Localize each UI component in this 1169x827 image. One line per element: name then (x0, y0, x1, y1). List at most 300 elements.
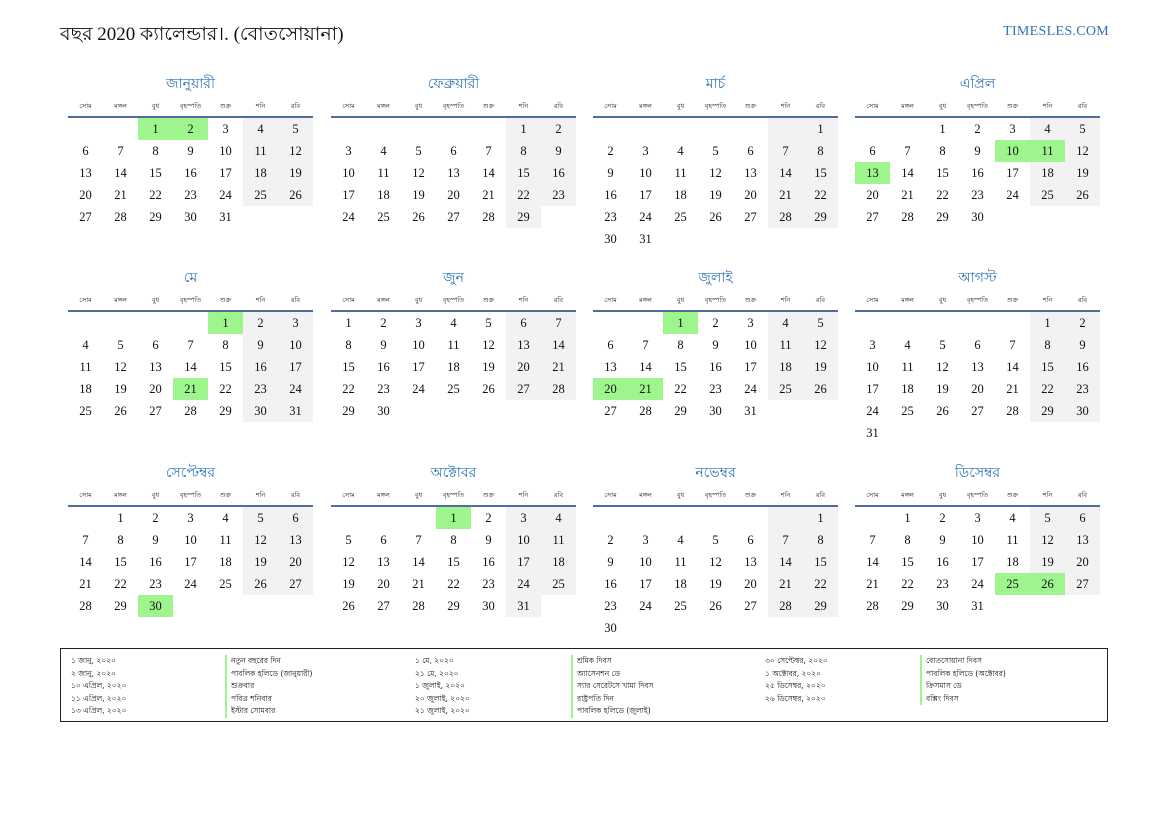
day-cell[interactable]: 11 (768, 334, 803, 356)
day-cell[interactable]: 27 (604, 404, 617, 418)
day-cell[interactable]: 5 (803, 312, 838, 334)
day-cell[interactable]: 11 (243, 140, 278, 162)
day-cell[interactable]: 1 (803, 118, 838, 140)
day-cell[interactable]: 12 (803, 334, 838, 356)
day-cell[interactable]: 10 (639, 555, 652, 569)
day-cell[interactable]: 15 (342, 360, 355, 374)
day-cell[interactable]: 24 (744, 382, 757, 396)
day-cell[interactable]: 16 (604, 577, 617, 591)
day-cell[interactable]: 18 (377, 188, 390, 202)
day-cell[interactable]: 16 (184, 166, 197, 180)
day-cell[interactable]: 19 (1030, 551, 1065, 573)
day-cell[interactable]: 6 (82, 144, 89, 158)
day-cell[interactable]: 2 (939, 511, 946, 525)
day-cell[interactable]: 28 (79, 599, 92, 613)
day-cell[interactable]: 7 (415, 533, 422, 547)
day-cell[interactable]: 23 (482, 577, 495, 591)
day-cell[interactable]: 4 (541, 507, 576, 529)
day-cell[interactable]: 1 (663, 312, 698, 334)
day-cell[interactable]: 27 (971, 404, 984, 418)
day-cell[interactable]: 31 (866, 426, 879, 440)
day-cell[interactable]: 1 (939, 122, 946, 136)
day-cell[interactable]: 31 (219, 210, 232, 224)
day-cell[interactable]: 13 (971, 360, 984, 374)
day-cell[interactable]: 19 (803, 356, 838, 378)
day-cell[interactable]: 7 (768, 529, 803, 551)
day-cell[interactable]: 25 (1030, 184, 1065, 206)
day-cell[interactable]: 8 (803, 529, 838, 551)
day-cell[interactable]: 25 (243, 184, 278, 206)
day-cell[interactable]: 18 (768, 356, 803, 378)
day-cell[interactable]: 11 (1030, 140, 1065, 162)
day-cell[interactable]: 16 (541, 162, 576, 184)
day-cell[interactable]: 2 (173, 118, 208, 140)
day-cell[interactable]: 3 (506, 507, 541, 529)
day-cell[interactable]: 8 (345, 338, 352, 352)
day-cell[interactable]: 22 (149, 188, 162, 202)
day-cell[interactable]: 17 (219, 166, 232, 180)
day-cell[interactable]: 26 (342, 599, 355, 613)
day-cell[interactable]: 18 (219, 555, 232, 569)
day-cell[interactable]: 1 (904, 511, 911, 525)
day-cell[interactable]: 16 (971, 166, 984, 180)
day-cell[interactable]: 22 (219, 382, 232, 396)
day-cell[interactable]: 17 (1006, 166, 1019, 180)
day-cell[interactable]: 23 (377, 382, 390, 396)
day-cell[interactable]: 22 (1030, 378, 1065, 400)
day-cell[interactable]: 18 (79, 382, 92, 396)
day-cell[interactable]: 21 (768, 573, 803, 595)
day-cell[interactable]: 16 (709, 360, 722, 374)
day-cell[interactable]: 5 (712, 533, 719, 547)
day-cell[interactable]: 17 (342, 188, 355, 202)
day-cell[interactable]: 22 (447, 577, 460, 591)
day-cell[interactable]: 21 (866, 577, 879, 591)
day-cell[interactable]: 20 (1065, 551, 1100, 573)
day-cell[interactable]: 20 (593, 378, 628, 400)
day-cell[interactable]: 21 (768, 184, 803, 206)
day-cell[interactable]: 10 (184, 533, 197, 547)
day-cell[interactable]: 18 (1006, 555, 1019, 569)
day-cell[interactable]: 19 (114, 382, 127, 396)
day-cell[interactable]: 25 (219, 577, 232, 591)
day-cell[interactable]: 17 (184, 555, 197, 569)
day-cell[interactable]: 8 (677, 338, 684, 352)
day-cell[interactable]: 20 (866, 188, 879, 202)
day-cell[interactable]: 5 (1065, 118, 1100, 140)
day-cell[interactable]: 17 (412, 360, 425, 374)
day-cell[interactable]: 18 (541, 551, 576, 573)
day-cell[interactable]: 21 (79, 577, 92, 591)
day-cell[interactable]: 4 (243, 118, 278, 140)
day-cell[interactable]: 2 (974, 122, 981, 136)
day-cell[interactable]: 1 (803, 507, 838, 529)
day-cell[interactable]: 18 (1030, 162, 1065, 184)
day-cell[interactable]: 5 (278, 118, 313, 140)
day-cell[interactable]: 25 (674, 210, 687, 224)
day-cell[interactable]: 23 (971, 188, 984, 202)
day-cell[interactable]: 24 (866, 404, 879, 418)
day-cell[interactable]: 1 (117, 511, 124, 525)
day-cell[interactable]: 15 (149, 166, 162, 180)
day-cell[interactable]: 21 (412, 577, 425, 591)
day-cell[interactable]: 26 (412, 210, 425, 224)
day-cell[interactable]: 26 (1065, 184, 1100, 206)
day-cell[interactable]: 3 (187, 511, 194, 525)
day-cell[interactable]: 10 (639, 166, 652, 180)
day-cell[interactable]: 22 (936, 188, 949, 202)
day-cell[interactable]: 22 (803, 573, 838, 595)
day-cell[interactable]: 7 (82, 533, 89, 547)
day-cell[interactable]: 25 (79, 404, 92, 418)
day-cell[interactable]: 30 (243, 400, 278, 422)
day-cell[interactable]: 27 (278, 573, 313, 595)
day-cell[interactable]: 12 (114, 360, 127, 374)
day-cell[interactable]: 7 (642, 338, 649, 352)
day-cell[interactable]: 8 (1030, 334, 1065, 356)
day-cell[interactable]: 12 (482, 338, 495, 352)
day-cell[interactable]: 22 (114, 577, 127, 591)
day-cell[interactable]: 3 (1009, 122, 1016, 136)
day-cell[interactable]: 29 (114, 599, 127, 613)
day-cell[interactable]: 23 (604, 210, 617, 224)
day-cell[interactable]: 25 (377, 210, 390, 224)
day-cell[interactable]: 24 (342, 210, 355, 224)
day-cell[interactable]: 28 (114, 210, 127, 224)
day-cell[interactable]: 10 (506, 529, 541, 551)
day-cell[interactable]: 21 (1006, 382, 1019, 396)
day-cell[interactable]: 8 (450, 533, 457, 547)
day-cell[interactable]: 13 (1065, 529, 1100, 551)
day-cell[interactable]: 2 (243, 312, 278, 334)
day-cell[interactable]: 5 (243, 507, 278, 529)
day-cell[interactable]: 29 (219, 404, 232, 418)
day-cell[interactable]: 21 (901, 188, 914, 202)
day-cell[interactable]: 6 (747, 533, 754, 547)
day-cell[interactable]: 27 (377, 599, 390, 613)
day-cell[interactable]: 31 (744, 404, 757, 418)
day-cell[interactable]: 12 (709, 555, 722, 569)
day-cell[interactable]: 8 (222, 338, 229, 352)
day-cell[interactable]: 11 (447, 338, 460, 352)
day-cell[interactable]: 5 (712, 144, 719, 158)
day-cell[interactable]: 9 (1065, 334, 1100, 356)
day-cell[interactable]: 13 (447, 166, 460, 180)
day-cell[interactable]: 25 (768, 378, 803, 400)
day-cell[interactable]: 18 (901, 382, 914, 396)
day-cell[interactable]: 20 (971, 382, 984, 396)
day-cell[interactable]: 4 (450, 316, 457, 330)
day-cell[interactable]: 6 (506, 312, 541, 334)
day-cell[interactable]: 4 (82, 338, 89, 352)
day-cell[interactable]: 26 (1030, 573, 1065, 595)
day-cell[interactable]: 28 (901, 210, 914, 224)
day-cell[interactable]: 1 (436, 507, 471, 529)
day-cell[interactable]: 7 (869, 533, 876, 547)
day-cell[interactable]: 14 (184, 360, 197, 374)
day-cell[interactable]: 15 (674, 360, 687, 374)
day-cell[interactable]: 18 (447, 360, 460, 374)
day-cell[interactable]: 5 (117, 338, 124, 352)
day-cell[interactable]: 27 (149, 404, 162, 418)
day-cell[interactable]: 25 (674, 599, 687, 613)
day-cell[interactable]: 1 (506, 118, 541, 140)
day-cell[interactable]: 27 (506, 378, 541, 400)
day-cell[interactable]: 3 (642, 144, 649, 158)
day-cell[interactable]: 24 (506, 573, 541, 595)
day-cell[interactable]: 2 (152, 511, 159, 525)
day-cell[interactable]: 11 (674, 555, 687, 569)
day-cell[interactable]: 4 (677, 144, 684, 158)
day-cell[interactable]: 20 (744, 577, 757, 591)
day-cell[interactable]: 15 (219, 360, 232, 374)
day-cell[interactable]: 15 (803, 162, 838, 184)
day-cell[interactable]: 14 (412, 555, 425, 569)
day-cell[interactable]: 23 (936, 577, 949, 591)
day-cell[interactable]: 29 (901, 599, 914, 613)
day-cell[interactable]: 20 (744, 188, 757, 202)
day-cell[interactable]: 7 (1009, 338, 1016, 352)
day-cell[interactable]: 14 (639, 360, 652, 374)
day-cell[interactable]: 13 (855, 162, 890, 184)
day-cell[interactable]: 17 (971, 555, 984, 569)
day-cell[interactable]: 28 (768, 595, 803, 617)
day-cell[interactable]: 5 (415, 144, 422, 158)
day-cell[interactable]: 8 (152, 144, 159, 158)
day-cell[interactable]: 16 (149, 555, 162, 569)
day-cell[interactable]: 25 (901, 404, 914, 418)
day-cell[interactable]: 11 (901, 360, 914, 374)
day-cell[interactable]: 2 (541, 118, 576, 140)
day-cell[interactable]: 26 (482, 382, 495, 396)
day-cell[interactable]: 9 (152, 533, 159, 547)
day-cell[interactable]: 30 (482, 599, 495, 613)
day-cell[interactable]: 14 (541, 334, 576, 356)
day-cell[interactable]: 15 (936, 166, 949, 180)
day-cell[interactable]: 13 (506, 334, 541, 356)
day-cell[interactable]: 23 (604, 599, 617, 613)
day-cell[interactable]: 11 (219, 533, 232, 547)
day-cell[interactable]: 12 (936, 360, 949, 374)
day-cell[interactable]: 14 (866, 555, 879, 569)
day-cell[interactable]: 17 (639, 188, 652, 202)
day-cell[interactable]: 7 (117, 144, 124, 158)
day-cell[interactable]: 20 (506, 356, 541, 378)
day-cell[interactable]: 29 (447, 599, 460, 613)
day-cell[interactable]: 4 (768, 312, 803, 334)
day-cell[interactable]: 29 (803, 206, 838, 228)
day-cell[interactable]: 9 (243, 334, 278, 356)
day-cell[interactable]: 13 (377, 555, 390, 569)
day-cell[interactable]: 24 (219, 188, 232, 202)
day-cell[interactable]: 10 (278, 334, 313, 356)
day-cell[interactable]: 28 (482, 210, 495, 224)
day-cell[interactable]: 9 (380, 338, 387, 352)
day-cell[interactable]: 27 (447, 210, 460, 224)
day-cell[interactable]: 27 (79, 210, 92, 224)
day-cell[interactable]: 24 (639, 210, 652, 224)
brand-link[interactable]: TIMESLES.COM (1003, 24, 1109, 39)
day-cell[interactable]: 18 (674, 188, 687, 202)
day-cell[interactable]: 31 (639, 232, 652, 246)
day-cell[interactable]: 9 (607, 555, 614, 569)
day-cell[interactable]: 22 (901, 577, 914, 591)
day-cell[interactable]: 12 (342, 555, 355, 569)
day-cell[interactable]: 12 (1030, 529, 1065, 551)
day-cell[interactable]: 14 (482, 166, 495, 180)
day-cell[interactable]: 17 (639, 577, 652, 591)
day-cell[interactable]: 26 (114, 404, 127, 418)
day-cell[interactable]: 27 (744, 210, 757, 224)
day-cell[interactable]: 13 (744, 555, 757, 569)
day-cell[interactable]: 8 (117, 533, 124, 547)
day-cell[interactable]: 9 (974, 144, 981, 158)
day-cell[interactable]: 29 (149, 210, 162, 224)
day-cell[interactable]: 20 (79, 188, 92, 202)
day-cell[interactable]: 20 (447, 188, 460, 202)
day-cell[interactable]: 4 (1030, 118, 1065, 140)
day-cell[interactable]: 17 (744, 360, 757, 374)
day-cell[interactable]: 3 (222, 122, 229, 136)
day-cell[interactable]: 24 (278, 378, 313, 400)
day-cell[interactable]: 24 (1006, 188, 1019, 202)
day-cell[interactable]: 11 (674, 166, 687, 180)
day-cell[interactable]: 22 (674, 382, 687, 396)
day-cell[interactable]: 14 (1006, 360, 1019, 374)
day-cell[interactable]: 10 (866, 360, 879, 374)
day-cell[interactable]: 3 (415, 316, 422, 330)
day-cell[interactable]: 28 (412, 599, 425, 613)
day-cell[interactable]: 26 (709, 210, 722, 224)
day-cell[interactable]: 30 (377, 404, 390, 418)
day-cell[interactable]: 10 (342, 166, 355, 180)
day-cell[interactable]: 9 (939, 533, 946, 547)
day-cell[interactable]: 25 (995, 573, 1030, 595)
day-cell[interactable]: 19 (412, 188, 425, 202)
day-cell[interactable]: 24 (184, 577, 197, 591)
day-cell[interactable]: 11 (377, 166, 390, 180)
day-cell[interactable]: 19 (709, 577, 722, 591)
day-cell[interactable]: 10 (744, 338, 757, 352)
day-cell[interactable]: 20 (149, 382, 162, 396)
day-cell[interactable]: 21 (173, 378, 208, 400)
day-cell[interactable]: 5 (1030, 507, 1065, 529)
day-cell[interactable]: 21 (482, 188, 495, 202)
day-cell[interactable]: 5 (485, 316, 492, 330)
day-cell[interactable]: 25 (541, 573, 576, 595)
day-cell[interactable]: 31 (278, 400, 313, 422)
day-cell[interactable]: 3 (747, 316, 754, 330)
day-cell[interactable]: 6 (380, 533, 387, 547)
day-cell[interactable]: 26 (243, 573, 278, 595)
day-cell[interactable]: 2 (485, 511, 492, 525)
day-cell[interactable]: 20 (377, 577, 390, 591)
day-cell[interactable]: 20 (278, 551, 313, 573)
day-cell[interactable]: 2 (712, 316, 719, 330)
day-cell[interactable]: 16 (243, 356, 278, 378)
day-cell[interactable]: 9 (187, 144, 194, 158)
day-cell[interactable]: 16 (604, 188, 617, 202)
day-cell[interactable]: 30 (936, 599, 949, 613)
day-cell[interactable]: 11 (1006, 533, 1019, 547)
day-cell[interactable]: 6 (869, 144, 876, 158)
day-cell[interactable]: 26 (709, 599, 722, 613)
day-cell[interactable]: 25 (447, 382, 460, 396)
day-cell[interactable]: 24 (971, 577, 984, 591)
day-cell[interactable]: 12 (709, 166, 722, 180)
day-cell[interactable]: 29 (803, 595, 838, 617)
day-cell[interactable]: 17 (278, 356, 313, 378)
day-cell[interactable]: 10 (995, 140, 1030, 162)
day-cell[interactable]: 3 (974, 511, 981, 525)
day-cell[interactable]: 23 (184, 188, 197, 202)
day-cell[interactable]: 30 (971, 210, 984, 224)
day-cell[interactable]: 22 (803, 184, 838, 206)
day-cell[interactable]: 5 (939, 338, 946, 352)
day-cell[interactable]: 4 (677, 533, 684, 547)
day-cell[interactable]: 28 (768, 206, 803, 228)
day-cell[interactable]: 23 (1065, 378, 1100, 400)
day-cell[interactable]: 2 (1065, 312, 1100, 334)
day-cell[interactable]: 7 (485, 144, 492, 158)
day-cell[interactable]: 6 (278, 507, 313, 529)
day-cell[interactable]: 29 (674, 404, 687, 418)
day-cell[interactable]: 23 (709, 382, 722, 396)
day-cell[interactable]: 19 (709, 188, 722, 202)
day-cell[interactable]: 4 (904, 338, 911, 352)
day-cell[interactable]: 22 (342, 382, 355, 396)
day-cell[interactable]: 31 (971, 599, 984, 613)
day-cell[interactable]: 11 (541, 529, 576, 551)
day-cell[interactable]: 12 (412, 166, 425, 180)
day-cell[interactable]: 29 (506, 206, 541, 228)
day-cell[interactable]: 6 (1065, 507, 1100, 529)
day-cell[interactable]: 23 (243, 378, 278, 400)
day-cell[interactable]: 22 (506, 184, 541, 206)
day-cell[interactable]: 19 (936, 382, 949, 396)
day-cell[interactable]: 2 (607, 144, 614, 158)
day-cell[interactable]: 8 (803, 140, 838, 162)
day-cell[interactable]: 10 (971, 533, 984, 547)
day-cell[interactable]: 7 (187, 338, 194, 352)
day-cell[interactable]: 28 (866, 599, 879, 613)
day-cell[interactable]: 13 (149, 360, 162, 374)
day-cell[interactable]: 17 (506, 551, 541, 573)
day-cell[interactable]: 28 (639, 404, 652, 418)
day-cell[interactable]: 28 (541, 378, 576, 400)
day-cell[interactable]: 21 (114, 188, 127, 202)
day-cell[interactable]: 19 (278, 162, 313, 184)
day-cell[interactable]: 3 (345, 144, 352, 158)
day-cell[interactable]: 9 (712, 338, 719, 352)
day-cell[interactable]: 14 (114, 166, 127, 180)
day-cell[interactable]: 30 (604, 232, 617, 246)
day-cell[interactable]: 26 (936, 404, 949, 418)
day-cell[interactable]: 28 (1006, 404, 1019, 418)
day-cell[interactable]: 3 (278, 312, 313, 334)
day-cell[interactable]: 26 (803, 378, 838, 400)
day-cell[interactable]: 18 (243, 162, 278, 184)
day-cell[interactable]: 28 (184, 404, 197, 418)
day-cell[interactable]: 12 (278, 140, 313, 162)
day-cell[interactable]: 3 (642, 533, 649, 547)
day-cell[interactable]: 14 (79, 555, 92, 569)
day-cell[interactable]: 6 (450, 144, 457, 158)
day-cell[interactable]: 11 (79, 360, 92, 374)
day-cell[interactable]: 3 (869, 338, 876, 352)
day-cell[interactable]: 15 (447, 555, 460, 569)
day-cell[interactable]: 23 (541, 184, 576, 206)
